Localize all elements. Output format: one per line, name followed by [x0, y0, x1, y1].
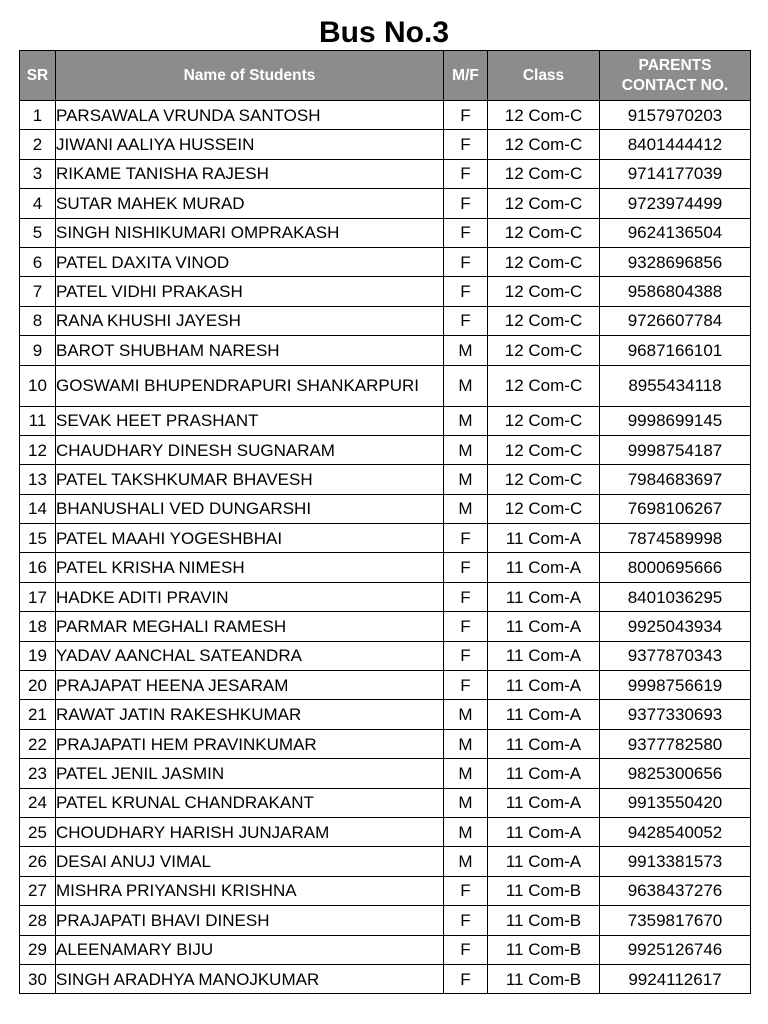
- table-row: [20, 964, 751, 993]
- class-cell: 11 Com-A: [488, 671, 600, 700]
- sr-cell: 6: [20, 247, 56, 276]
- class-cell: 11 Com-A: [488, 553, 600, 582]
- gender-cell: M: [444, 759, 488, 788]
- class-cell: 11 Com-B: [488, 906, 600, 935]
- student-name-cell: PATEL VIDHI PRAKASH: [56, 277, 444, 306]
- parent-contact-cell: 8955434118: [600, 365, 751, 406]
- header-name: Name of Students: [56, 51, 444, 101]
- parent-contact-cell: 9998756619: [600, 671, 751, 700]
- sr-cell: 5: [20, 218, 56, 247]
- sr-cell: 2: [20, 130, 56, 159]
- class-cell: 11 Com-A: [488, 524, 600, 553]
- gender-cell: M: [444, 406, 488, 435]
- parent-contact-cell: 9913550420: [600, 788, 751, 817]
- class-cell: 11 Com-A: [488, 847, 600, 876]
- gender-cell: M: [444, 817, 488, 846]
- table-row: [20, 817, 751, 846]
- parent-contact-cell: 8401444412: [600, 130, 751, 159]
- gender-cell: M: [444, 435, 488, 464]
- table-row: [20, 876, 751, 905]
- table-row: [20, 101, 751, 130]
- parent-contact-cell: 7359817670: [600, 906, 751, 935]
- parent-contact-cell: 9714177039: [600, 159, 751, 188]
- sr-cell: 17: [20, 582, 56, 611]
- class-cell: 11 Com-A: [488, 700, 600, 729]
- class-cell: 12 Com-C: [488, 465, 600, 494]
- student-roster-table: [19, 50, 751, 994]
- table-row: [20, 788, 751, 817]
- student-name-cell: SINGH ARADHYA MANOJKUMAR: [56, 964, 444, 993]
- header-mf: M/F: [444, 51, 488, 101]
- class-cell: 11 Com-B: [488, 876, 600, 905]
- table-row: [20, 524, 751, 553]
- class-cell: 12 Com-C: [488, 189, 600, 218]
- class-cell: 12 Com-C: [488, 130, 600, 159]
- student-name-cell: PRAJAPATI HEM PRAVINKUMAR: [56, 729, 444, 758]
- table-row: [20, 435, 751, 464]
- class-cell: 11 Com-A: [488, 817, 600, 846]
- gender-cell: F: [444, 553, 488, 582]
- gender-cell: F: [444, 964, 488, 993]
- gender-cell: F: [444, 159, 488, 188]
- sr-cell: 13: [20, 465, 56, 494]
- student-name-cell: CHOUDHARY HARISH JUNJARAM: [56, 817, 444, 846]
- sr-cell: 30: [20, 964, 56, 993]
- class-cell: 12 Com-C: [488, 277, 600, 306]
- parent-contact-cell: 9624136504: [600, 218, 751, 247]
- gender-cell: F: [444, 101, 488, 130]
- student-name-cell: PRAJAPATI BHAVI DINESH: [56, 906, 444, 935]
- sr-cell: 1: [20, 101, 56, 130]
- class-cell: 12 Com-C: [488, 435, 600, 464]
- table-row: [20, 641, 751, 670]
- sr-cell: 15: [20, 524, 56, 553]
- class-cell: 12 Com-C: [488, 306, 600, 335]
- table-row: [20, 847, 751, 876]
- student-name-cell: PARSAWALA VRUNDA SANTOSH: [56, 101, 444, 130]
- gender-cell: F: [444, 189, 488, 218]
- gender-cell: F: [444, 582, 488, 611]
- sr-cell: 27: [20, 876, 56, 905]
- parent-contact-cell: 9157970203: [600, 101, 751, 130]
- table-body: [20, 101, 751, 994]
- student-name-cell: YADAV AANCHAL SATEANDRA: [56, 641, 444, 670]
- table-row: [20, 247, 751, 276]
- gender-cell: F: [444, 524, 488, 553]
- gender-cell: M: [444, 847, 488, 876]
- parent-contact-cell: 9328696856: [600, 247, 751, 276]
- student-name-cell: PRAJAPAT HEENA JESARAM: [56, 671, 444, 700]
- parent-contact-cell: 9924112617: [600, 964, 751, 993]
- table-row: [20, 159, 751, 188]
- class-cell: 11 Com-A: [488, 729, 600, 758]
- sr-cell: 20: [20, 671, 56, 700]
- class-cell: 12 Com-C: [488, 101, 600, 130]
- parent-contact-cell: 9913381573: [600, 847, 751, 876]
- student-name-cell: MISHRA PRIYANSHI KRISHNA: [56, 876, 444, 905]
- student-name-cell: SINGH NISHIKUMARI OMPRAKASH: [56, 218, 444, 247]
- table-row: [20, 612, 751, 641]
- class-cell: 11 Com-B: [488, 964, 600, 993]
- sr-cell: 22: [20, 729, 56, 758]
- parent-contact-cell: 9998754187: [600, 435, 751, 464]
- table-row: [20, 336, 751, 365]
- student-name-cell: HADKE ADITI PRAVIN: [56, 582, 444, 611]
- class-cell: 12 Com-C: [488, 159, 600, 188]
- gender-cell: M: [444, 788, 488, 817]
- class-cell: 12 Com-C: [488, 218, 600, 247]
- class-cell: 11 Com-A: [488, 759, 600, 788]
- gender-cell: M: [444, 700, 488, 729]
- table-row: [20, 582, 751, 611]
- table-row: [20, 277, 751, 306]
- table-row: [20, 365, 751, 406]
- parent-contact-cell: 9925126746: [600, 935, 751, 964]
- header-class: Class: [488, 51, 600, 101]
- parent-contact-cell: 9825300656: [600, 759, 751, 788]
- sr-cell: 19: [20, 641, 56, 670]
- student-name-cell: RIKAME TANISHA RAJESH: [56, 159, 444, 188]
- sr-cell: 28: [20, 906, 56, 935]
- class-cell: 11 Com-A: [488, 641, 600, 670]
- student-name-cell: PATEL TAKSHKUMAR BHAVESH: [56, 465, 444, 494]
- sr-cell: 3: [20, 159, 56, 188]
- table-row: [20, 130, 751, 159]
- student-name-cell: RANA KHUSHI JAYESH: [56, 306, 444, 335]
- student-name-cell: RAWAT JATIN RAKESHKUMAR: [56, 700, 444, 729]
- class-cell: 11 Com-A: [488, 582, 600, 611]
- header-contact: [600, 51, 751, 101]
- parent-contact-cell: 7984683697: [600, 465, 751, 494]
- table-row: [20, 700, 751, 729]
- sr-cell: 4: [20, 189, 56, 218]
- student-name-cell: BAROT SHUBHAM NARESH: [56, 336, 444, 365]
- gender-cell: F: [444, 935, 488, 964]
- sr-cell: 23: [20, 759, 56, 788]
- table-row: [20, 729, 751, 758]
- table-row: [20, 553, 751, 582]
- sr-cell: 21: [20, 700, 56, 729]
- student-name-cell: PATEL MAAHI YOGESHBHAI: [56, 524, 444, 553]
- parent-contact-cell: 9377782580: [600, 729, 751, 758]
- gender-cell: F: [444, 130, 488, 159]
- gender-cell: M: [444, 729, 488, 758]
- parent-contact-cell: 9687166101: [600, 336, 751, 365]
- student-name-cell: SUTAR MAHEK MURAD: [56, 189, 444, 218]
- gender-cell: M: [444, 336, 488, 365]
- sr-cell: 8: [20, 306, 56, 335]
- parent-contact-cell: 7698106267: [600, 494, 751, 523]
- gender-cell: F: [444, 247, 488, 276]
- sr-cell: 11: [20, 406, 56, 435]
- table-row: [20, 494, 751, 523]
- gender-cell: F: [444, 612, 488, 641]
- table-row: [20, 218, 751, 247]
- parent-contact-cell: 8401036295: [600, 582, 751, 611]
- table-row: [20, 935, 751, 964]
- sr-cell: 7: [20, 277, 56, 306]
- table-row: [20, 671, 751, 700]
- header-contact-line2: CONTACT NO.: [621, 76, 729, 94]
- parent-contact-cell: 9377330693: [600, 700, 751, 729]
- parent-contact-cell: 9998699145: [600, 406, 751, 435]
- student-name-cell: CHAUDHARY DINESH SUGNARAM: [56, 435, 444, 464]
- class-cell: 12 Com-C: [488, 336, 600, 365]
- parent-contact-cell: 9726607784: [600, 306, 751, 335]
- parent-contact-cell: 9428540052: [600, 817, 751, 846]
- gender-cell: F: [444, 218, 488, 247]
- class-cell: 12 Com-C: [488, 406, 600, 435]
- sr-cell: 14: [20, 494, 56, 523]
- student-name-cell: BHANUSHALI VED DUNGARSHI: [56, 494, 444, 523]
- table-header: [20, 51, 751, 101]
- student-name-cell: PATEL JENIL JASMIN: [56, 759, 444, 788]
- sr-cell: 29: [20, 935, 56, 964]
- sr-cell: 9: [20, 336, 56, 365]
- class-cell: 11 Com-A: [488, 612, 600, 641]
- class-cell: 12 Com-C: [488, 365, 600, 406]
- sr-cell: 25: [20, 817, 56, 846]
- table-row: [20, 906, 751, 935]
- sr-cell: 16: [20, 553, 56, 582]
- class-cell: 11 Com-A: [488, 788, 600, 817]
- student-name-cell: PATEL KRUNAL CHANDRAKANT: [56, 788, 444, 817]
- gender-cell: M: [444, 494, 488, 523]
- class-cell: 12 Com-C: [488, 247, 600, 276]
- gender-cell: F: [444, 906, 488, 935]
- student-name-cell: SEVAK HEET PRASHANT: [56, 406, 444, 435]
- table-row: [20, 465, 751, 494]
- sr-cell: 12: [20, 435, 56, 464]
- student-name-cell: JIWANI AALIYA HUSSEIN: [56, 130, 444, 159]
- header-contact-line1: PARENTS: [638, 56, 712, 74]
- parent-contact-cell: 9377870343: [600, 641, 751, 670]
- header-sr: SR: [20, 51, 56, 101]
- gender-cell: M: [444, 365, 488, 406]
- parent-contact-cell: 8000695666: [600, 553, 751, 582]
- parent-contact-cell: 9586804388: [600, 277, 751, 306]
- student-name-cell: PARMAR MEGHALI RAMESH: [56, 612, 444, 641]
- gender-cell: F: [444, 876, 488, 905]
- table-row: [20, 759, 751, 788]
- sr-cell: 26: [20, 847, 56, 876]
- gender-cell: M: [444, 465, 488, 494]
- parent-contact-cell: 7874589998: [600, 524, 751, 553]
- class-cell: 11 Com-B: [488, 935, 600, 964]
- page-title: Bus No.3: [318, 16, 450, 49]
- sr-cell: 24: [20, 788, 56, 817]
- student-name-cell: DESAI ANUJ VIMAL: [56, 847, 444, 876]
- gender-cell: F: [444, 277, 488, 306]
- table-row: [20, 189, 751, 218]
- parent-contact-cell: 9638437276: [600, 876, 751, 905]
- class-cell: 12 Com-C: [488, 494, 600, 523]
- gender-cell: F: [444, 306, 488, 335]
- sr-cell: 18: [20, 612, 56, 641]
- student-name-cell: PATEL KRISHA NIMESH: [56, 553, 444, 582]
- sr-cell: 10: [20, 365, 56, 406]
- gender-cell: F: [444, 641, 488, 670]
- student-name-cell: ALEENAMARY BIJU: [56, 935, 444, 964]
- parent-contact-cell: 9723974499: [600, 189, 751, 218]
- table-row: [20, 306, 751, 335]
- header-row: [20, 51, 751, 101]
- gender-cell: F: [444, 671, 488, 700]
- parent-contact-cell: 9925043934: [600, 612, 751, 641]
- student-name-cell: GOSWAMI BHUPENDRAPURI SHANKARPURI: [56, 365, 444, 406]
- student-name-cell: PATEL DAXITA VINOD: [56, 247, 444, 276]
- table-row: [20, 406, 751, 435]
